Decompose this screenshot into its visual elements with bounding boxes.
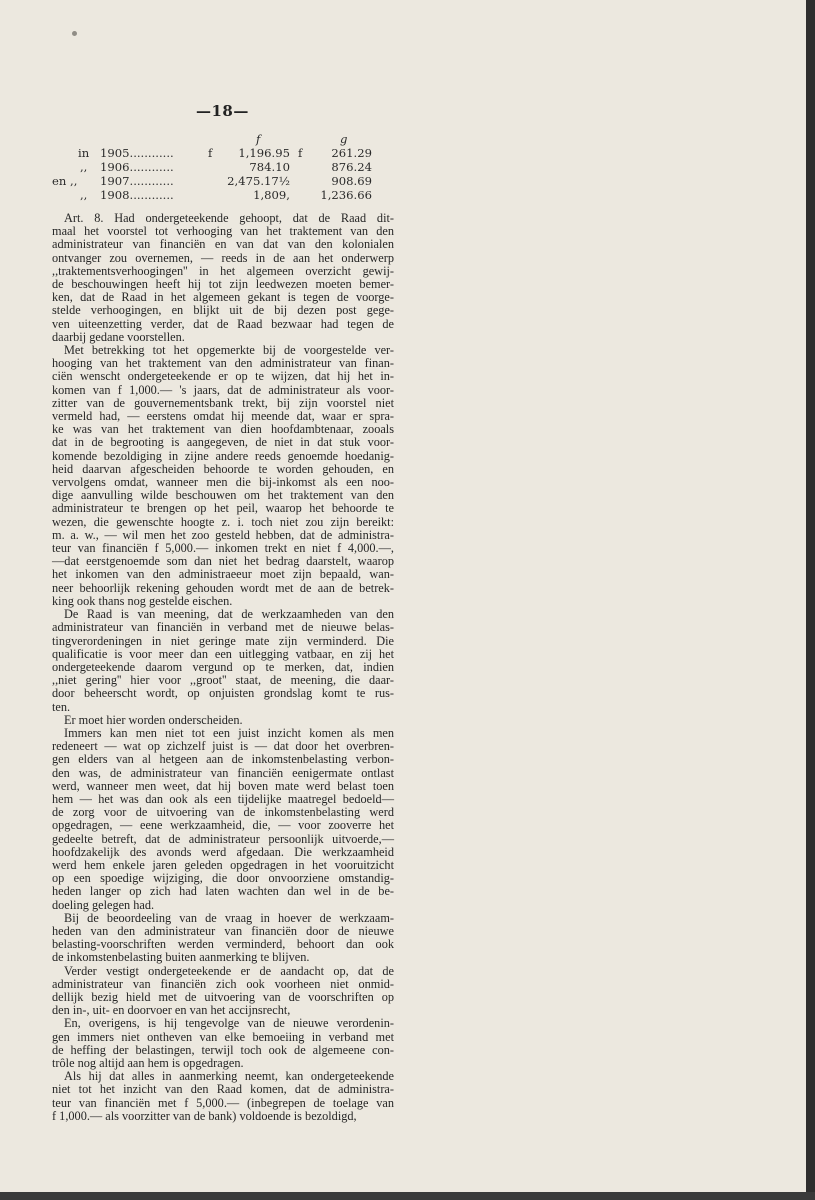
text-line: stelde verhoogingen, en blijkt uit de bij dezen post gege-: [52, 303, 394, 318]
text-line: ontvanger zou overnemen, — reeds in de aan het onderwerp: [52, 250, 394, 265]
row-value-g: 1,236.66: [320, 188, 372, 202]
column-header-g: g: [340, 132, 348, 146]
row-value-g: 908.69: [331, 174, 372, 188]
text-line: door beheerscht wordt, op onjuisten grondslag komt te rus-: [52, 686, 394, 701]
row-value-f: 2,475.17½: [227, 174, 290, 188]
text-line: m. a. w., — wil men het zoo gesteld hebben, dat de administra-: [52, 527, 394, 542]
text-line: niet tot het inzicht van den Raad komen, dat de administra-: [52, 1082, 394, 1097]
text-line: daarbij gedane voorstellen.: [52, 329, 185, 344]
row-currency-g: f: [298, 146, 303, 160]
text-line: heden van den administrateur van financiën door de nieuwe: [52, 923, 394, 938]
text-line: redeneert — wat op zichzelf juist is — dat door het overbren-: [52, 739, 394, 754]
text-line: administrateur van financiën in verband met de nieuwe belas-: [52, 620, 394, 635]
text-line: den in-, uit- en doorvoer en van het accijnsrecht,: [52, 1003, 291, 1018]
text-line: ken, dat de Raad in het algemeen gekant is tegen de voorge-: [52, 290, 394, 305]
row-value-g: 876.24: [331, 160, 372, 174]
text-line: hoofdzakelijk des avonds werd afgedaan. Die werkzaamheid: [52, 844, 394, 859]
row-year: 1907............: [100, 174, 174, 188]
text-line: Art. 8. Had ondergeteekende gehoopt, dat de Raad dit-: [64, 211, 394, 225]
text-line: qualificatie is voor meer dan een uitlegging vatbaar, en zij het: [52, 646, 394, 661]
text-line: zitter van de gouvernementsbank trekt, bij zijn voorstel niet: [52, 395, 394, 410]
text-line: teur van financiën met f 5,000.— (inbegrepen de toelage van: [52, 1095, 394, 1110]
text-line: vervolgens omdat, wanneer men die bij-inkomst als een noo-: [52, 475, 394, 490]
text-line: de inkomstenbelasting buiten aanmerking te blijven.: [52, 950, 310, 965]
text-line: ondergeteekende daarom vergund op te merken, dat, indien: [52, 659, 394, 674]
text-line: trôle nog altijd aan hem is opgedragen.: [52, 1056, 244, 1070]
row-year: 1908............: [100, 188, 174, 202]
row-prefix: in: [78, 146, 90, 160]
text-line: de heffing der belastingen, terwijl toch ook de algemeene con-: [52, 1042, 394, 1057]
text-line: de beschouwingen heeft hij tot zijn leedwezen moeten bemer-: [52, 277, 394, 292]
text-line: tingverordeningen in niet geringe mate zijn verminderd. Die: [52, 633, 394, 648]
text-line: opgedragen, — eene werkzaamheid, die, — voor zooverre het: [52, 818, 394, 833]
text-line: En, overigens, is hij tengevolge van de nieuwe verordenin-: [64, 1016, 394, 1031]
text-line: gen immers niet ontheven van elke bemoeiing in verband met: [52, 1029, 394, 1044]
row-value-f: 1,196.95: [238, 146, 290, 160]
text-line: het inkomen van den administraeeur moet zijn bepaald, wan-: [52, 567, 394, 582]
row-prefix: ,,: [80, 188, 88, 202]
text-line: Er moet hier worden onderscheiden.: [64, 712, 243, 727]
row-value-f: 1,809,: [253, 188, 290, 202]
text-line: ten.: [52, 699, 71, 714]
text-line: king ook thans nog gestelde eischen.: [52, 593, 233, 608]
text-line: heid daarvan afgescheiden behoorde te worden gehouden, en: [52, 461, 394, 476]
text-line: ,,traktementsverhoogingen'' in het algemeen overzicht gewij-: [52, 263, 394, 278]
text-line: gedeelte betreft, dat de administrateur persoonlijk uitvoerde,—: [52, 831, 394, 846]
ink-smudge: [72, 31, 77, 36]
column-header-f: f: [256, 132, 261, 146]
text-line: hem — het was dan ook als een tijdelijke maatregel bedoeld—: [52, 791, 394, 806]
row-value-g: 261.29: [331, 146, 372, 160]
text-line: Bij de beoordeeling van de vraag in hoever de werkzaam-: [64, 910, 394, 925]
text-line: —dat eerstgenoemde som dan niet het bedrag daarstelt, waarop: [52, 554, 394, 569]
body-text: [52, 212, 394, 1123]
text-line: werd, wanneer men weet, dat hij boven mate werd belast toen: [52, 778, 394, 793]
text-line: neer behoorlijk rekening gehouden wordt met de aan de betrek-: [52, 580, 394, 595]
text-line: Als hij dat alles in aanmerking neemt, kan ondergeteekende: [64, 1069, 394, 1084]
text-line: ciën wenscht ondergeteekende er op te wijzen, dat hij het in-: [52, 369, 394, 384]
text-line: f 1,000.— als voorzitter van de bank) voldoende is bezoldigd,: [52, 1108, 357, 1123]
text-line: hooging van het traktement van den administrateur van finan-: [52, 356, 394, 371]
text-line: dellijk bezig hield met de uitvoering van de voorschriften op: [52, 989, 394, 1004]
text-line: administrateur te brengen op het peil, waarop het behoorde te: [52, 501, 394, 516]
text-line: op een spoedige wijziging, die door onvoorziene omstandig-: [52, 871, 394, 886]
text-line: werd hem enkele jaren geleden opgedragen in het vooruitzicht: [52, 857, 394, 872]
row-prefix: en ,,: [52, 174, 78, 188]
text-line: teur van financiën f 5,000.— inkomen trekt en niet f 4,000.—,: [52, 541, 394, 556]
row-year: 1906............: [100, 160, 174, 174]
text-line: doeling gelegen had.: [52, 897, 155, 912]
text-line: Verder vestigt ondergeteekende er de aandacht op, dat de: [64, 963, 394, 978]
row-currency-f: f: [208, 146, 213, 160]
text-line: dige aanvulling wilde beschouwen om het traktement van den: [52, 488, 394, 503]
text-line: maal het voorstel tot verhooging van het traktement van den: [52, 224, 394, 239]
text-line: De Raad is van meening, dat de werkzaamheden van den: [64, 607, 394, 622]
text-line: dat in de begrooting is aangegeven, de niet in dat stuk voor-: [52, 435, 394, 450]
scan-border-bottom: [0, 1192, 815, 1200]
text-line: den was, de administrateur van financiën eenigermate ontlast: [52, 765, 394, 780]
text-line: ke was van het traktement van dien hoofdambtenaar, zooals: [52, 422, 394, 437]
row-prefix: ,,: [80, 160, 88, 174]
text-line: komende bezoldiging in zijne andere reeds genoemde hoedanig-: [52, 448, 394, 463]
text-line: wezen, die gewenschte hoogte z. i. toch niet zou zijn bereikt:: [52, 514, 394, 529]
text-line: administrateur van financiën zich ook voorheen niet onmid-: [52, 976, 394, 991]
text-line: de zorg voor de uitvoering van de inkomstenbelasting werd: [52, 805, 394, 820]
text-line: heden langer op zich had laten wachten dan wel in de be-: [52, 884, 394, 899]
text-line: belasting-voorschriften werden verminderd, behoort dan ook: [52, 937, 394, 952]
text-line: vermeld had, — eerstens omdat hij meende dat, waar er spra-: [52, 409, 394, 424]
text-line: Immers kan men niet tot een juist inzicht komen als men: [64, 725, 394, 740]
text-line: gen elders van al hetgeen aan de inkomstenbelasting verbon-: [52, 752, 394, 767]
row-year: 1905............: [100, 146, 174, 160]
row-value-f: 784.10: [249, 160, 290, 174]
scan-border-right: [806, 0, 815, 1200]
text-line: Met betrekking tot het opgemerkte bij de voorgestelde ver-: [64, 343, 394, 358]
page-number: —18—: [196, 102, 249, 120]
text-line: administrateur van financiën en van dat van den kolonialen: [52, 237, 394, 252]
text-line: ven uiteenzetting verder, dat de Raad bezwaar had tegen de: [52, 316, 394, 331]
text-line: ,,niet gering'' hier voor ,,groot'' staat, de meening, die daar-: [52, 673, 394, 688]
text-line: komen van f 1,000.— 's jaars, dat de administrateur als voor-: [52, 382, 394, 397]
